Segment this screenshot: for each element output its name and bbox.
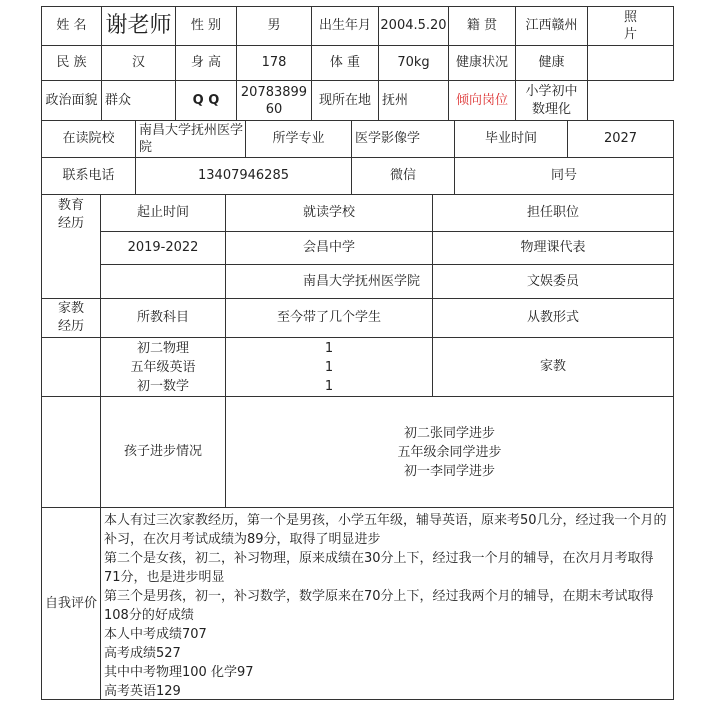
education-row1-school: 会昌中学 [225,231,433,265]
education-label: 教育 经历 [41,194,101,299]
gender-value: 男 [236,6,312,46]
education-row1-role: 物理课代表 [432,231,674,265]
tutoring-subjects: 初二物理 五年级英语 初一数学 [100,337,226,397]
phone-value: 13407946285 [135,157,352,195]
ethnic-value: 汉 [101,45,176,81]
address-label: 现所在地 [311,80,379,121]
gender-label: 性 别 [175,6,237,46]
photo-box-lower [587,45,674,81]
position-value: 小学初中 数理化 [515,80,588,121]
position-label: 倾向岗位 [448,80,516,121]
height-label: 身 高 [175,45,237,81]
progress-blank-cell [41,396,101,508]
photo-box: 照 片 [587,6,674,46]
health-label: 健康状况 [448,45,516,81]
tutoring-form: 家教 [432,337,674,397]
progress-label: 孩子进步情况 [100,396,226,508]
native-label: 籍 贯 [448,6,516,46]
birth-label: 出生年月 [311,6,379,46]
weight-label: 体 重 [311,45,379,81]
school-value: 南昌大学抚州医学 院 [135,120,246,158]
education-row2-school: 南昌大学抚州医学院 [225,264,433,299]
native-value: 江西赣州 [515,6,588,46]
self-eval-line: 高考成绩527 [104,646,181,661]
qq-value: 20783899 60 [236,80,312,121]
wechat-value: 同号 [454,157,674,195]
tutoring-label: 家教 经历 [41,298,101,338]
self-eval-line: 第二个是女孩，初二，补习物理，原来成绩在30分上下，经过我一个月的辅导，在次月月考取得71分，也是进步明显 [104,551,654,585]
tutoring-counts: 1 1 1 [225,337,433,397]
weight-value: 70kg [378,45,449,81]
education-row2-time [100,264,226,299]
self-eval-line: 第三个是男孩，初一，补习数学，数学原来在70分上下，经过我两个月的辅导，在期末考试取得108分的好成绩 [104,589,654,623]
major-label: 所学专业 [245,120,352,158]
tutoring-header-subject: 所教科目 [100,298,226,338]
ethnic-label: 民 族 [41,45,102,81]
major-value: 医学影像学 [351,120,455,158]
name-value: 谢老师 [101,6,176,46]
height-value: 178 [236,45,312,81]
self-eval-text [100,507,674,700]
education-header-role: 担任职位 [432,194,674,232]
education-header-school: 就读学校 [225,194,433,232]
education-header-time: 起止时间 [100,194,226,232]
tutoring-header-count: 至今带了几个学生 [225,298,433,338]
political-label: 政治面貌 [41,80,102,121]
grad-value: 2027 [567,120,674,158]
self-eval-line: 高考英语129 [104,684,181,699]
progress-text: 初二张同学进步 五年级余同学进步 初一李同学进步 [225,396,674,508]
qq-label: Q Q [175,80,237,121]
tutoring-header-form: 从教形式 [432,298,674,338]
education-row2-role: 文娱委员 [432,264,674,299]
political-value: 群众 [101,80,176,121]
self-eval-line: 其中中考物理100 化学97 [104,665,254,680]
wechat-label: 微信 [351,157,455,195]
self-eval-line: 本人中考成绩707 [104,627,207,642]
grad-label: 毕业时间 [454,120,568,158]
health-value: 健康 [515,45,588,81]
education-row1-time: 2019-2022 [100,231,226,265]
self-eval-label: 自我评价 [41,507,101,700]
address-value: 抚州 [378,80,449,121]
phone-label: 联系电话 [41,157,136,195]
self-eval-line: 本人有过三次家教经历，第一个是男孩，小学五年级，辅导英语，原来考50几分，经过我一个月的补习，在次月考试成绩为89分，取得了明显进步 [104,513,667,547]
tutoring-blank-cell [41,337,101,397]
school-label: 在读院校 [41,120,136,158]
name-label: 姓 名 [41,6,102,46]
birth-value: 2004.5.20 [378,6,449,46]
